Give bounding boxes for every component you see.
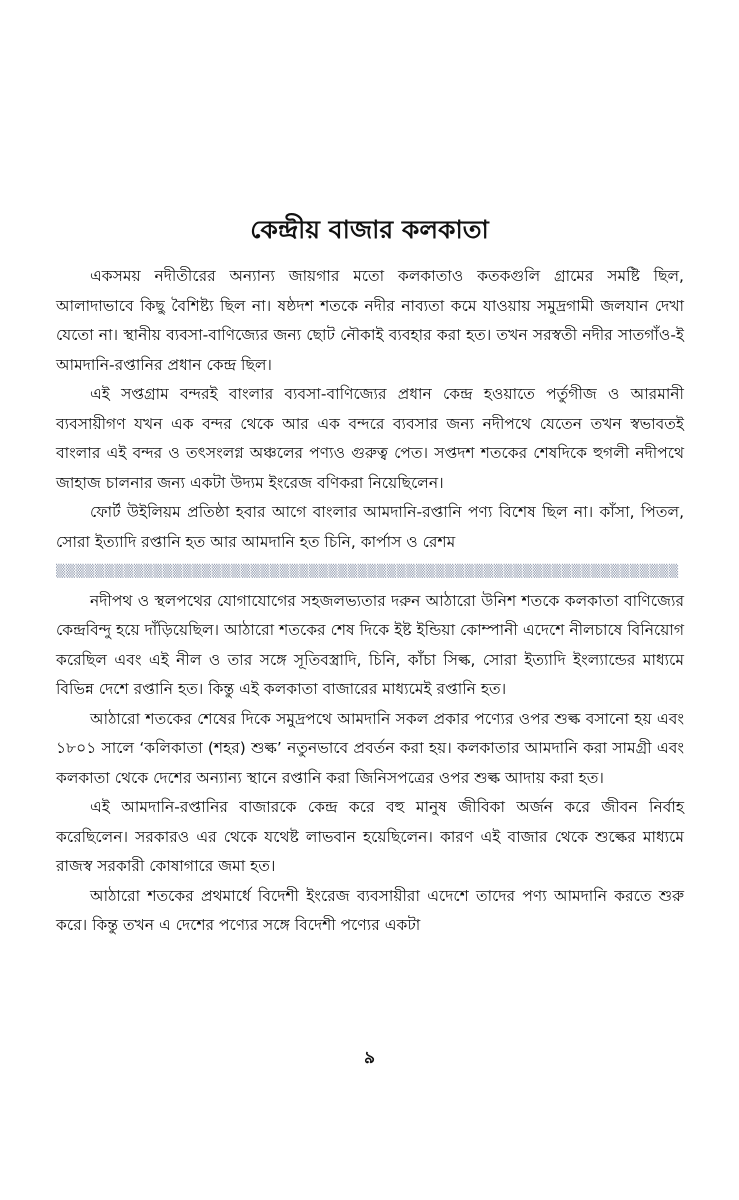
paragraph-3: ফোর্ট উইলিয়ম প্রতিষ্ঠা হবার আগে বাংলার আমদানি-রপ্তানি পণ্য বিশেষ ছিল না। কাঁসা, পিতল, সোরা ইত্যাদি রপ্তানি হত আর আমদানি হত চিনি, কার্পাস ও রেশম	[56, 503, 684, 551]
paragraph-6: এই আমদানি-রপ্তানির বাজারকে কেন্দ্র করে বহু মানুষ জীবিকা অর্জন করে জীবন নির্বাহ করেছিলেন। সরকারও এর থেকে যথেষ্ট লাভবান হয়েছিলেন। কারণ এই বাজার থেকে শুল্কের মাধ্যমে রাজস্ব সরকারী কোষাগারে জমা হত।	[56, 798, 684, 875]
page-number: ৯	[363, 1048, 376, 1068]
paragraph-5: আঠারো শতকের শেষের দিকে সমুদ্রপথে আমদানি সকল প্রকার পণ্যের ওপর শুল্ক বসানো হয় এবং ১৮০১ সালে ‘কলিকাতা (শহর) শুল্ক’ নতুনভাবে প্রবর্তন করা হয়। কলকাতার আমদানি করা সামগ্রী এবং কলকাতা থেকে দেশের অন্যান্য স্থানে রপ্তানি করা জিনিসপত্রের ওপর শুল্ক আদায় করা হত।	[56, 709, 684, 787]
paragraph-7: আঠারো শতকের প্রথমার্ধে বিদেশী ইংরেজ ব্যবসায়ীরা এদেশে তাদের পণ্য আমদানি করতে শুরু করে। কিন্তু তখন এ দেশের পণ্যের সঙ্গে বিদেশী পণ্যের একটা	[56, 886, 684, 934]
paragraph-1: একসময় নদীতীরের অন্যান্য জায়গার মতো কলকাতাও কতকগুলি গ্রামের সমষ্টি ছিল, আলাদাভাবে কিছু বৈশিষ্ট্য ছিল না। ষষ্ঠদশ শতকে নদীর নাব্যতা কমে যাওয়ায় সমুদ্রগামী জলযান দেখা যেতো না। স্থানীয় ব্যবসা-বাণিজ্যের জন্য ছোট নৌকাই ব্যবহার করা হত। তখন সরস্বতী নদীর সাতগাঁও-ই আমদানি-রপ্তানির প্রধান কেন্দ্র ছিল।	[56, 267, 684, 374]
paragraph-2: এই সপ্তগ্রাম বন্দরই বাংলার ব্যবসা-বাণিজ্যের প্রধান কেন্দ্র হওয়াতে পর্তুগীজ ও আরমানী ব্যবসায়ীগণ যখন এক বন্দর থেকে আর এক বন্দরে ব্যবসার জন্য নদীপথে যেতেন তখন স্বভাবতই বাংলার এই বন্দর ও তৎসংলগ্ন অঞ্চলের পণ্যও গুরুত্ব পেত। সপ্তদশ শতকের শেষদিকে হুগলী নদীপথে জাহাজ চালনার জন্য একটা উদ্যম ইংরেজ বণিকরা নিয়েছিলেন।	[56, 385, 684, 492]
garbled-scan-line: ▒▒▒▒▒▒▒▒▒▒▒▒▒▒▒▒▒▒▒▒▒▒▒▒▒▒▒▒▒▒▒▒▒▒▒▒▒▒▒▒▒▒▒▒▒▒▒▒▒▒▒▒▒▒▒▒▒▒▒▒▒▒▒▒	[56, 564, 679, 578]
page-title: কেন্দ্রীয় বাজার কলকাতা	[250, 215, 489, 244]
paragraph-4: নদীপথ ও স্থলপথের যোগাযোগের সহজলভ্যতার দরুন আঠারো উনিশ শতকে কলকাতা বাণিজ্যের কেন্দ্রবিন্দু হয়ে দাঁড়িয়েছিল। আঠারো শতকের শেষ দিকে ইষ্ট ইন্ডিয়া কোম্পানী এদেশে নীলচাষে বিনিয়োগ করেছিল এবং এই নীল ও তার সঙ্গে সূতিবস্ত্রাদি, চিনি, কাঁচা সিল্ক, সোরা ইত্যাদি ইংল্যান্ডের মাধ্যমে বিভিন্ন দেশে রপ্তানি হত। কিন্তু এই কলকাতা বাজারের মাধ্যমেই রপ্তানি হত।	[56, 591, 684, 698]
body-text	[56, 262, 684, 941]
